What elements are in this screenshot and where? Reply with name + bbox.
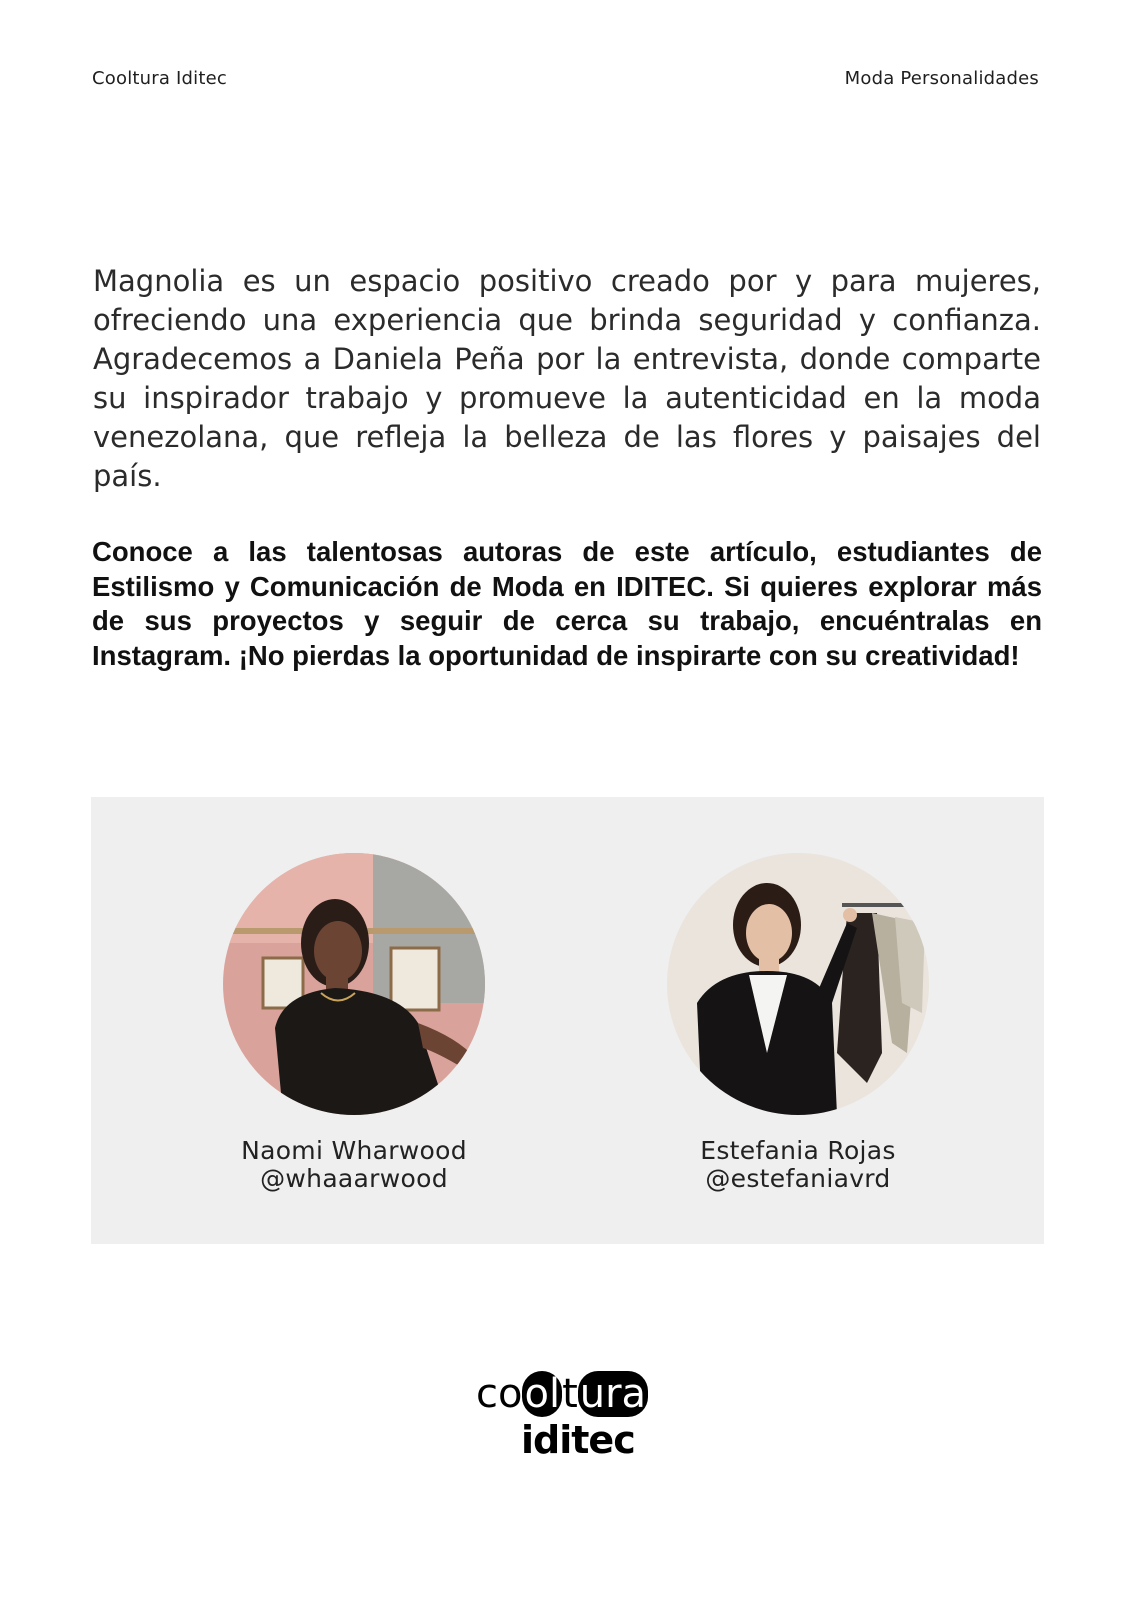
header-publication-name: Cooltura Iditec bbox=[92, 68, 227, 89]
intro-paragraph: Magnolia es un espacio positivo creado por y para mujeres, ofreciendo una experiencia que brinda seguridad y confianza. Agradecemos a Daniela Peña por la entrevista, donde comparte su inspirador trabajo y promueve la autenticidad en la moda venezolana, que refleja la belleza de las flores y paisajes del país. bbox=[93, 264, 1041, 493]
author-photo bbox=[223, 853, 485, 1115]
credits-paragraph: Conoce a las talentosas autoras de este artículo, estudiantes de Estilismo y Comunicación de Moda en IDITEC. Si quieres explorar más de sus proyectos y seguir de cerca su trabajo, encuéntralas en Instagram. ¡No pierdas la oportunidad de inspirarte con su creatividad! bbox=[92, 536, 1042, 671]
cooltura-iditec-logo bbox=[476, 1372, 676, 1468]
author-photo bbox=[667, 853, 929, 1115]
author-name: Estefania Rojas bbox=[700, 1136, 896, 1165]
author-card bbox=[204, 853, 504, 1193]
logo-wordmark-bottom: iditec bbox=[521, 1418, 635, 1462]
header-section-name: Moda Personalidades bbox=[844, 68, 1039, 89]
author-name: Naomi Wharwood bbox=[241, 1136, 467, 1165]
author-card bbox=[648, 853, 948, 1193]
author-instagram-handle[interactable]: @whaaarwood bbox=[260, 1164, 448, 1193]
logo-wordmark-top: cooltura bbox=[476, 1371, 647, 1417]
authors-panel bbox=[91, 797, 1044, 1244]
author-instagram-handle[interactable]: @estefaniavrd bbox=[705, 1164, 891, 1193]
